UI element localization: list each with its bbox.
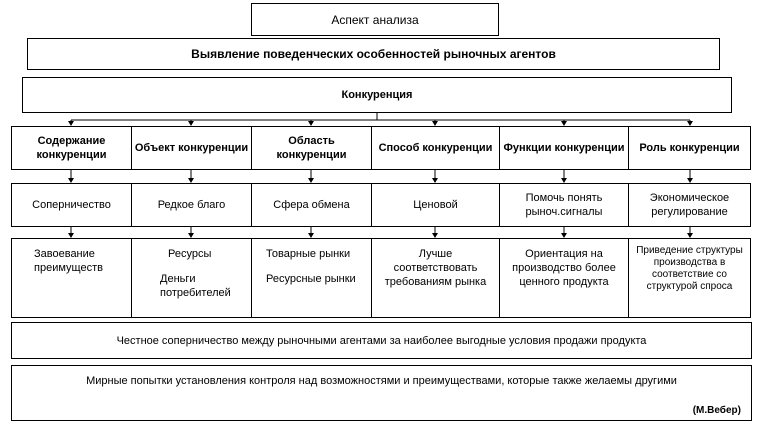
identification-box (27, 38, 720, 70)
mid-object-label: Редкое благо (157, 199, 226, 211)
bottom-area-item-1: Товарные рынки (266, 248, 351, 260)
mid-content-label: Соперничество (32, 199, 111, 211)
head-method (371, 126, 500, 170)
bottom-object-item-2: Деньги потребителей (160, 273, 231, 299)
mid-object (131, 183, 252, 227)
head-object-label: Объект конкуренции (134, 142, 249, 154)
bottom-functions (499, 238, 629, 318)
head-content-label: Содержание конкуренции (36, 135, 107, 161)
bottom-role (628, 238, 751, 318)
head-functions (499, 126, 629, 170)
bottom-functions-item-1: Ориентация на производство более ценного продукта (512, 248, 616, 288)
mid-area-label: Сфера обмена (273, 199, 350, 211)
bottom-content-item-1: Завоевание преимуществ (34, 248, 103, 274)
head-role-label: Роль конкуренции (639, 142, 740, 154)
identification-label: Выявление поведенческих особенностей рыночных агентов (191, 47, 556, 61)
head-content (11, 126, 132, 170)
head-role (628, 126, 751, 170)
competition-label: Конкуренция (341, 89, 413, 101)
bottom-content (11, 238, 132, 318)
bottom-area (251, 238, 372, 318)
mid-functions-label: Помочь понять рыноч.сигналы (525, 192, 603, 218)
aspect-box (251, 3, 499, 36)
definition-box-1 (11, 322, 752, 359)
author: (М.Вебер) (692, 405, 741, 416)
bottom-method-item-1: Лучше соответствовать требованиям рынка (384, 248, 487, 288)
aspect-label: Аспект анализа (331, 12, 419, 27)
bottom-object (131, 238, 252, 318)
head-area-label: Область конкуренции (276, 135, 347, 161)
competition-box (22, 77, 732, 113)
bottom-method (371, 238, 500, 318)
mid-method-label: Ценовой (413, 199, 458, 211)
mid-content (11, 183, 132, 227)
mid-role-label: Экономическое регулирование (649, 192, 730, 218)
mid-functions (499, 183, 629, 227)
bottom-role-item-1: Приведение структуры производства в соответствие со структурой спроса (636, 245, 743, 292)
mid-method (371, 183, 500, 227)
mid-area (251, 183, 372, 227)
head-method-label: Способ конкуренции (378, 142, 493, 154)
head-functions-label: Функции конкуренции (503, 142, 625, 154)
definition-box-2 (11, 365, 752, 421)
definition-2: Мирные попытки установления контроля над возможностями и преимуществами, которые также желаемы другими (86, 375, 677, 387)
bottom-area-item-2: Ресурсные рынки (266, 273, 356, 285)
bottom-object-item-1: Ресурсы (168, 248, 212, 260)
definition-1: Честное соперничество между рыночными агентами за наиболее выгодные условия продажи продукта (116, 334, 647, 347)
mid-role (628, 183, 751, 227)
head-area (251, 126, 372, 170)
head-object (131, 126, 252, 170)
